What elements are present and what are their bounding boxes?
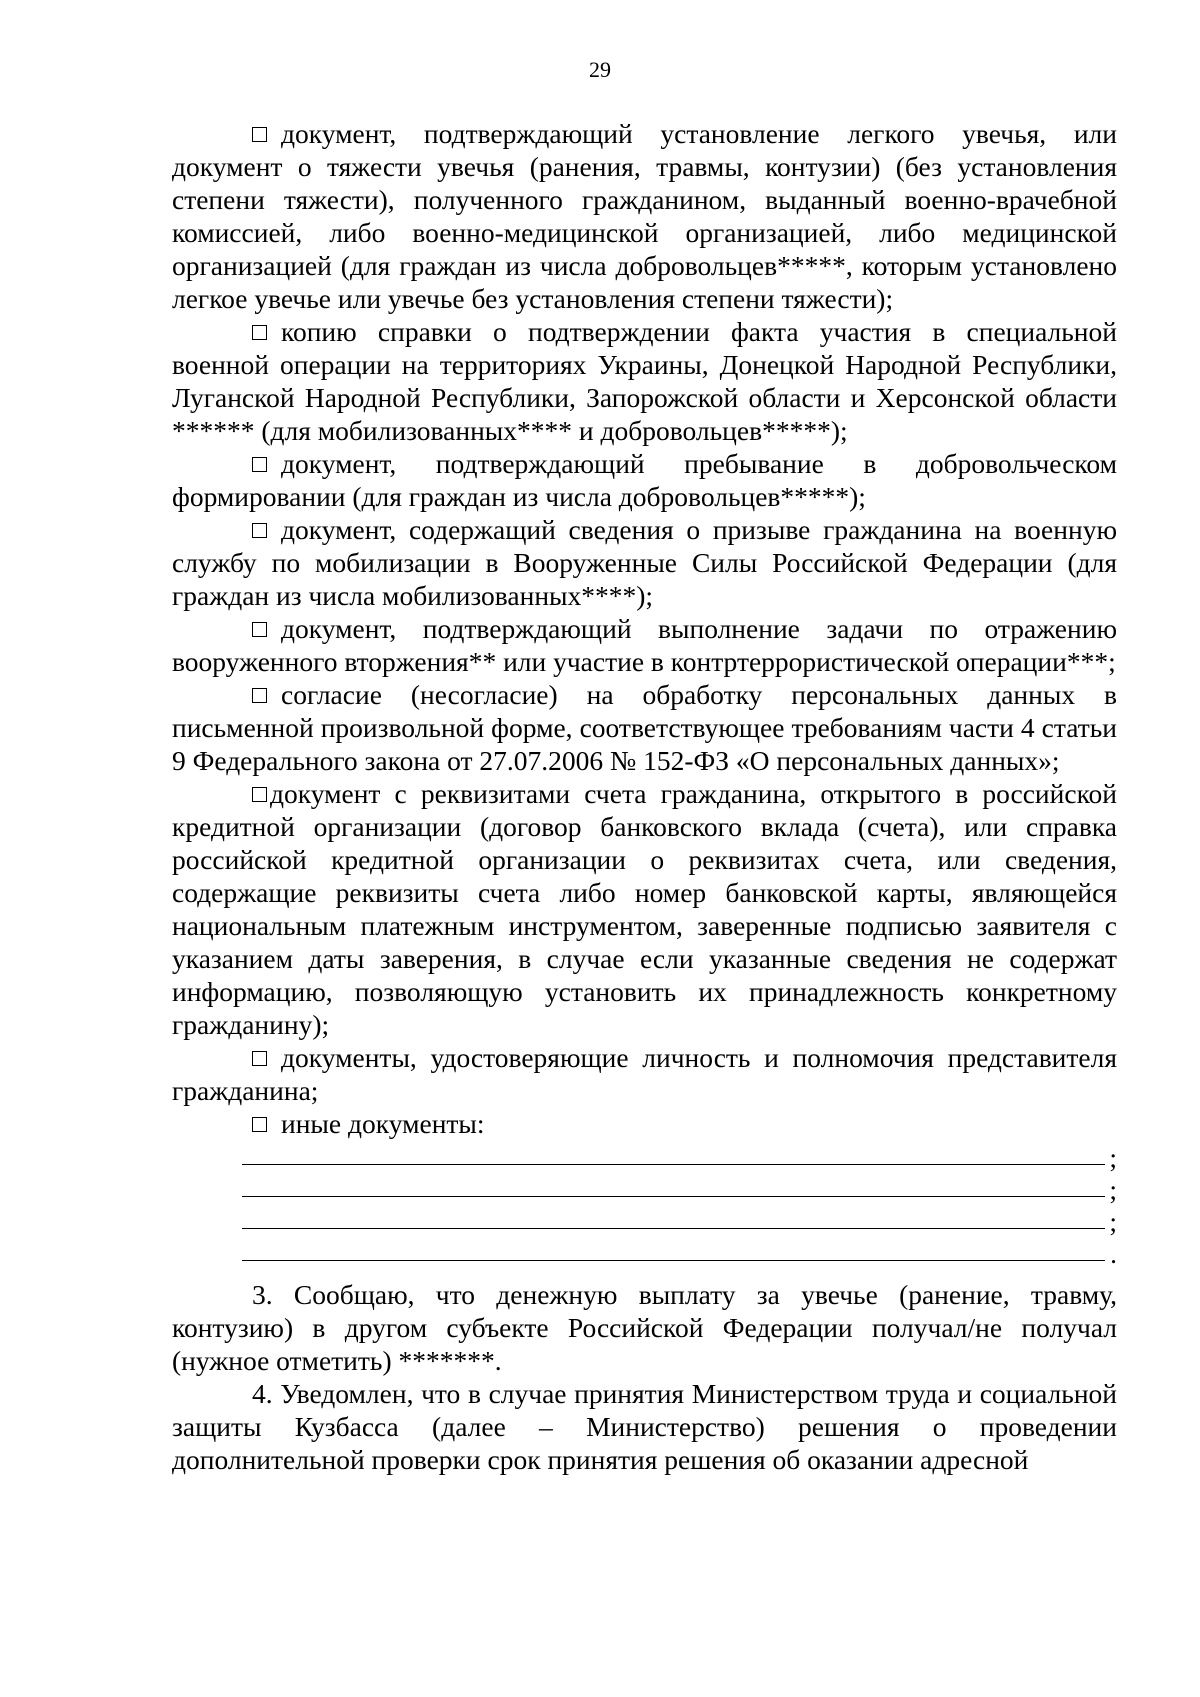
- document-body: [172, 117, 1117, 1476]
- line-end-mark: ;: [1109, 1142, 1117, 1173]
- blank-fill-line[interactable]: [242, 1236, 1117, 1268]
- fill-rule: [242, 1164, 1105, 1165]
- checklist-item: [172, 1107, 1117, 1140]
- other-documents-blank-lines: [242, 1140, 1117, 1268]
- fill-rule: [242, 1260, 1105, 1261]
- checkbox-icon: [252, 325, 267, 340]
- page-number: 29: [589, 57, 611, 82]
- blank-fill-line[interactable]: [242, 1140, 1117, 1172]
- checklist-item: [172, 678, 1117, 777]
- checklist-item-text: документ, подтверждающий выполнение задачи по отражению вооруженного вторжения** или участие в контртеррористической операции***;: [172, 613, 1117, 677]
- checkbox-icon: [252, 622, 267, 637]
- checklist-item: [172, 117, 1117, 315]
- checklist-item: [172, 315, 1117, 447]
- checkbox-icon: [252, 523, 267, 538]
- line-end-mark: ;: [1109, 1174, 1117, 1205]
- paragraph-4: 4. Уведомлен, что в случае принятия Министерством труда и социальной защиты Кузбасса (далее – Министерство) решения о проведении дополнительной проверки срок принятия решения об оказании адресной: [172, 1378, 1117, 1475]
- checkbox-icon: [252, 688, 267, 703]
- line-end-mark: .: [1110, 1238, 1117, 1269]
- fill-rule: [242, 1228, 1105, 1229]
- checklist-item-text: документ, подтверждающий установление легкого увечья, или документ о тяжести увечья (ранения, травмы, контузии) (без установления степени тяжести), полученного гражданином, выданный военно-врачебной комиссией, либо военно-медицинской организацией, либо медицинской организацией (для граждан из числа добровольцев*****, которым установлено легкое увечье или увечье без установления степени тяжести);: [172, 118, 1117, 314]
- checklist-item-text: документ, подтверждающий пребывание в добровольческом формировании (для граждан из числа добровольцев*****);: [172, 448, 1117, 512]
- checklist-item: [172, 612, 1117, 678]
- checklist-item-text: документ, содержащий сведения о призыве гражданина на военную службу по мобилизации в Вооруженные Силы Российской Федерации (для граждан из числа мобилизованных****);: [172, 514, 1117, 611]
- checkbox-icon: [252, 457, 267, 472]
- checkbox-icon: [252, 127, 267, 142]
- checklist-item: [172, 447, 1117, 513]
- checklist-item-text: согласие (несогласие) на обработку персональных данных в письменной произвольной форме, соответствующее требованиям части 4 статьи 9 Федерального закона от 27.07.2006 № 152-ФЗ «О персональных данных»;: [172, 679, 1117, 776]
- checklist-item: [172, 777, 1117, 1041]
- checklist-item: [172, 513, 1117, 612]
- line-end-mark: ;: [1109, 1206, 1117, 1237]
- checklist-item-text: иные документы:: [281, 1108, 485, 1139]
- blank-fill-line[interactable]: [242, 1172, 1117, 1204]
- checklist-item-text: документ с реквизитами счета гражданина, открытого в российской кредитной организации (договор банковского вклада (счета), или справка российской кредитной организации о реквизитах счета, или сведения, содержащие реквизиты счета либо номер банковской карты, являющейся национальным платежным инструментом, заверенные подписью заявителя с указанием даты заверения, в случае если указанные сведения не содержат информацию, позволяющую установить их принадлежность конкретному гражданину);: [172, 778, 1117, 1040]
- paragraph-3: 3. Сообщаю, что денежную выплату за увечье (ранение, травму, контузию) в другом субъекте Российской Федерации получал/не получал (нужное отметить) *******.: [172, 1279, 1117, 1376]
- checkbox-icon: [252, 1117, 267, 1132]
- checkbox-icon: [252, 787, 267, 802]
- checklist-item: [172, 1041, 1117, 1107]
- fill-rule: [242, 1196, 1105, 1197]
- blank-fill-line[interactable]: [242, 1204, 1117, 1236]
- checklist-item-text: документы, удостоверяющие личность и полномочия представителя гражданина;: [172, 1042, 1117, 1106]
- checkbox-icon: [252, 1051, 267, 1066]
- checklist-item-text: копию справки о подтверждении факта участия в специальной военной операции на территориях Украины, Донецкой Народной Республики, Луганской Народной Республики, Запорожской области и Херсонской области ****** (для мобилизованных**** и добровольцев*****);: [172, 316, 1117, 446]
